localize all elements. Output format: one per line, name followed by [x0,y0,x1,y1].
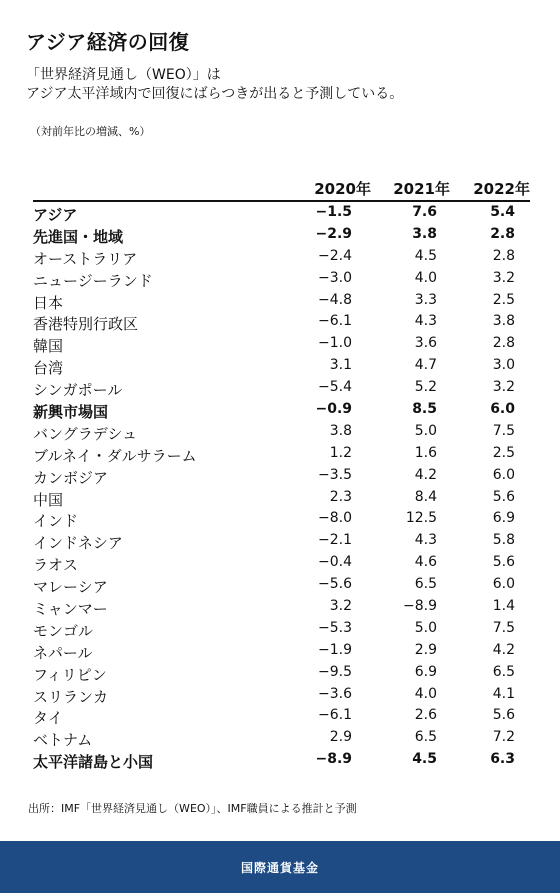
footer-org-name: 国際通貨基金 [240,860,319,875]
row-label: カンボジア [33,468,109,487]
row-label: ミャンマー [33,600,108,619]
row-label: インドネシア [33,534,123,553]
value-cell-2020: 3.2 [329,598,352,615]
table-row [33,530,530,552]
value-cell-2020: 1.2 [329,444,352,461]
value-cell-2021: 3.3 [414,291,437,308]
value-cell-2020: −5.3 [318,619,352,636]
value-cell-2020: −5.4 [318,379,352,396]
value-cell-2022: 6.0 [490,401,515,418]
value-cell-2022: 6.0 [492,466,515,483]
value-cell-2021: 5.0 [414,619,437,636]
row-label: シンガポール [33,381,123,400]
table-row [33,640,530,662]
value-cell-2020: −1.0 [318,335,352,352]
value-cell-2022: 5.6 [492,554,515,571]
value-cell-2022: 6.9 [492,510,515,527]
table-row [33,574,530,596]
value-cell-2021: 6.5 [414,729,437,746]
footer-bar [0,841,560,893]
table-row [33,377,530,399]
table-row [33,487,530,509]
row-label: 中国 [33,490,64,509]
value-cell-2021: 8.5 [412,401,437,418]
row-label: 台湾 [33,359,64,378]
value-cell-2022: 1.4 [492,598,515,615]
table-row [33,749,530,771]
table-row [33,311,530,333]
row-label: 香港特別行政区 [33,315,139,334]
table-row [33,596,530,618]
value-cell-2022: 3.8 [492,313,515,330]
table-row [33,443,530,465]
table-row [33,246,530,268]
value-cell-2022: 7.2 [492,729,515,746]
table-row [33,727,530,749]
column-header-2020: 2020年 [314,180,371,198]
value-cell-2022: 2.8 [490,225,515,242]
value-cell-2022: 5.8 [492,532,515,549]
value-cell-2022: 3.2 [492,269,515,286]
value-cell-2021: 3.8 [412,225,437,242]
value-cell-2022: 2.8 [492,247,515,264]
value-cell-2021: 3.6 [414,335,437,352]
row-label: アジア [33,206,78,224]
row-label: 新興市場国 [33,403,109,422]
value-cell-2020: −0.4 [318,554,352,571]
value-cell-2022: 2.5 [492,444,515,461]
value-cell-2020: −3.0 [318,269,352,286]
subtitle-line-2: アジア太平洋域内で回復にばらつきが出ると予測している。 [26,86,404,102]
value-cell-2021: 2.9 [414,641,437,658]
row-label: ブルネイ・ダルサラーム [33,446,197,465]
value-cell-2021: 4.3 [414,313,437,330]
table-row [33,508,530,530]
value-cell-2022: 4.2 [492,641,515,658]
row-label: マレーシア [33,578,108,597]
value-cell-2020: −1.9 [318,641,352,658]
value-cell-2022: 7.5 [492,619,515,636]
value-cell-2020: −8.0 [318,510,352,527]
value-cell-2020: −5.6 [318,576,352,593]
value-cell-2022: 2.5 [492,291,515,308]
table-body [33,202,530,771]
value-cell-2020: −2.9 [315,225,352,242]
value-cell-2020: 3.1 [329,357,352,374]
table-header [33,178,530,202]
row-label: 先進国・地域 [33,227,124,246]
value-cell-2020: −9.5 [318,663,352,680]
value-cell-2021: 4.6 [414,554,437,571]
growth-table [33,178,530,771]
row-label: 韓国 [33,337,64,356]
value-cell-2021: 4.2 [414,466,437,483]
value-cell-2020: −3.5 [318,466,352,483]
row-label: ネパール [33,643,93,662]
row-label: スリランカ [33,687,109,706]
value-cell-2020: −6.1 [318,313,352,330]
value-cell-2022: 7.5 [492,422,515,439]
value-cell-2021: −8.9 [403,598,437,615]
table-row [33,224,530,246]
value-cell-2022: 6.3 [490,751,515,768]
row-label: モンゴル [33,621,94,640]
value-cell-2021: 4.0 [414,269,437,286]
value-cell-2021: 4.0 [414,685,437,702]
column-header-2021: 2021年 [393,180,450,198]
table-row [33,552,530,574]
value-cell-2020: −2.1 [318,532,352,549]
row-label: フィリピン [33,665,107,684]
value-cell-2022: 6.5 [492,663,515,680]
value-cell-2021: 5.0 [414,422,437,439]
table-row [33,202,530,224]
value-cell-2020: 3.8 [329,422,352,439]
value-cell-2021: 4.3 [414,532,437,549]
value-cell-2020: −4.8 [318,291,352,308]
table-row [33,705,530,727]
table-row [33,268,530,290]
value-cell-2020: −8.9 [315,751,352,768]
value-cell-2020: −3.6 [318,685,352,702]
value-cell-2020: −0.9 [315,401,352,418]
row-label: 日本 [33,293,64,312]
value-cell-2021: 7.6 [412,204,437,220]
table-row [33,618,530,640]
table-row [33,355,530,377]
value-cell-2021: 1.6 [414,444,437,461]
row-label: オーストラリア [33,249,138,268]
table-row [33,662,530,684]
subtitle-line-1: 「世界経済見通し（WEO）」は [26,67,221,83]
subtitle [26,66,546,104]
value-cell-2021: 6.9 [414,663,437,680]
unit-note: （対前年比の増減、%） [30,125,151,138]
table-row [33,684,530,706]
value-cell-2022: 4.1 [492,685,515,702]
table-row [33,465,530,487]
page-title: アジア経済の回復 [26,30,190,54]
value-cell-2022: 6.0 [492,576,515,593]
table-row [33,421,530,443]
row-label: バングラデシュ [33,424,138,443]
table-row [33,399,530,421]
value-cell-2021: 8.4 [414,488,437,505]
value-cell-2022: 3.0 [492,357,515,374]
value-cell-2022: 5.4 [490,204,515,220]
value-cell-2021: 6.5 [414,576,437,593]
value-cell-2020: 2.9 [329,729,352,746]
value-cell-2020: 2.3 [329,488,352,505]
value-cell-2022: 3.2 [492,379,515,396]
value-cell-2021: 2.6 [414,707,437,724]
value-cell-2021: 4.5 [414,247,437,264]
value-cell-2022: 5.6 [492,488,515,505]
table-row [33,333,530,355]
value-cell-2022: 5.6 [492,707,515,724]
row-label: 太平洋諸島と小国 [33,753,154,772]
source-note: 出所：IMF「世界経済見通し（WEO）」、IMF職員による推計と予測 [28,802,357,815]
row-label: インド [33,512,79,531]
value-cell-2021: 12.5 [405,510,437,527]
value-cell-2022: 2.8 [492,335,515,352]
value-cell-2020: −6.1 [318,707,352,724]
value-cell-2020: −1.5 [315,204,352,220]
column-header-2022: 2022年 [473,180,530,198]
value-cell-2021: 4.5 [412,751,437,768]
row-label: タイ [33,709,63,728]
row-label: ニュージーランド [33,271,153,290]
value-cell-2021: 5.2 [414,379,437,396]
value-cell-2021: 4.7 [414,357,437,374]
row-label: ラオス [33,556,78,575]
value-cell-2020: −2.4 [318,247,352,264]
row-label: ベトナム [33,731,93,750]
table-row [33,290,530,312]
